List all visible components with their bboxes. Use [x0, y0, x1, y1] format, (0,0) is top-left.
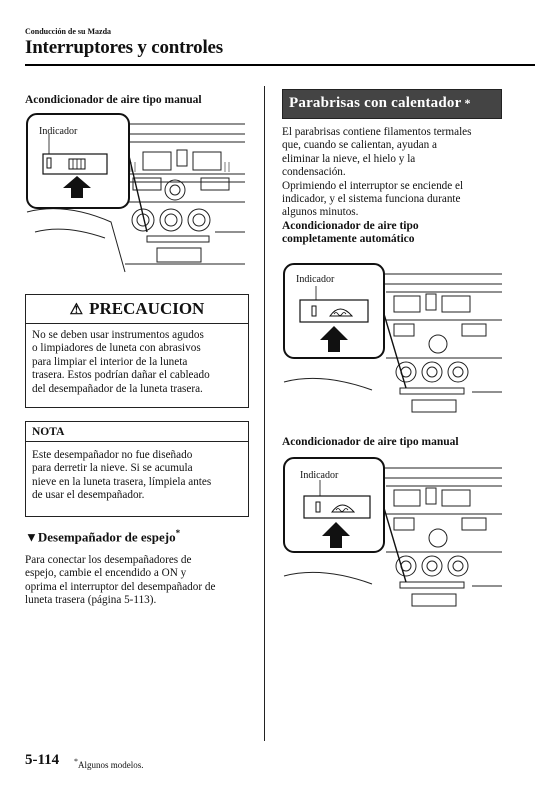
fig1-indicator-label: Indicador: [39, 126, 78, 137]
text-line: eliminar la nieve, el hielo y la: [282, 152, 416, 165]
section-banner: [282, 89, 502, 119]
windshield-intro: [282, 126, 507, 247]
text-line: Oprimiendo el interruptor se enciende el: [282, 179, 464, 192]
note-title: NOTA: [26, 422, 248, 442]
page-number: 5-114: [25, 752, 60, 768]
precaution-box: [25, 294, 249, 408]
text-line: para derretir la nieve. Si se acumula: [32, 462, 193, 475]
figure-auto-ac-windshield: [282, 262, 504, 420]
text-line: que, cuando se calientan, ayudan a: [282, 139, 438, 152]
text-line: Para conectar los desempañadores de: [25, 554, 192, 566]
mirror-heading-text: ▼Desempañador de espejo: [25, 529, 176, 545]
warning-icon: ⚠: [69, 302, 84, 318]
footnote-star: *: [464, 96, 471, 110]
note-text: [32, 449, 244, 503]
text-line: condensación.: [282, 166, 346, 179]
auto-heading-line: completamente automático: [282, 233, 415, 246]
text-line: para limpiar el interior de la luneta: [32, 355, 188, 368]
page-title: Interruptores y controles: [25, 37, 223, 58]
mirror-heading: [25, 528, 180, 545]
text-line: o limpiadores de luneta con abrasivos: [32, 342, 201, 355]
text-line: El parabrisas contiene filamentos termales: [282, 126, 472, 138]
auto-heading-line: Acondicionador de aire tipo: [282, 219, 419, 232]
text-line: trasera. Estos podrían dañar el cableado: [32, 369, 210, 382]
text-line: algunos minutos.: [282, 206, 359, 219]
precaution-title: [26, 295, 248, 324]
header-rule: [25, 64, 535, 66]
figure-manual-ac-windshield: [282, 456, 504, 614]
text-line: luneta trasera (página 5-113).: [25, 594, 157, 607]
precaution-title-text: PRECAUCION: [89, 299, 205, 318]
manual-ac-heading: Acondicionador de aire tipo manual: [282, 436, 459, 448]
figure-manual-ac-rear: [25, 112, 249, 274]
footnote-star: *: [175, 528, 181, 538]
fig2-indicator-label: Indicador: [296, 274, 335, 285]
fig3-indicator-label: Indicador: [300, 470, 339, 481]
text-line: No se deben usar instrumentos agudos: [32, 329, 204, 341]
footnote-star: *: [74, 757, 78, 766]
text-line: espejo, cambie el encendido a ON y: [25, 567, 187, 580]
text-line: del desempañador de la luneta trasera.: [32, 382, 203, 395]
mirror-text: [25, 554, 250, 608]
text-line: de usar el desempañador.: [32, 489, 145, 502]
text-line: oprima el interruptor del desempañador de: [25, 580, 216, 593]
banner-title-text: Parabrisas con calentador: [289, 95, 462, 111]
dashboard-illustration: [282, 262, 504, 420]
footnote-text: Algunos modelos.: [78, 760, 144, 770]
fig1-heading: Acondicionador de aire tipo manual: [25, 94, 202, 106]
precaution-text: [32, 329, 244, 396]
text-line: Este desempañador no fue diseñado: [32, 449, 193, 461]
text-line: indicador, y el sistema funciona durante: [282, 193, 461, 206]
banner-title: [289, 95, 471, 112]
note-box: [25, 421, 249, 517]
column-divider: [264, 86, 265, 741]
text-line: nieve en la luneta trasera, límpiela antes: [32, 475, 212, 488]
footnote: [74, 757, 144, 770]
section-label: Conducción de su Mazda: [25, 27, 112, 36]
